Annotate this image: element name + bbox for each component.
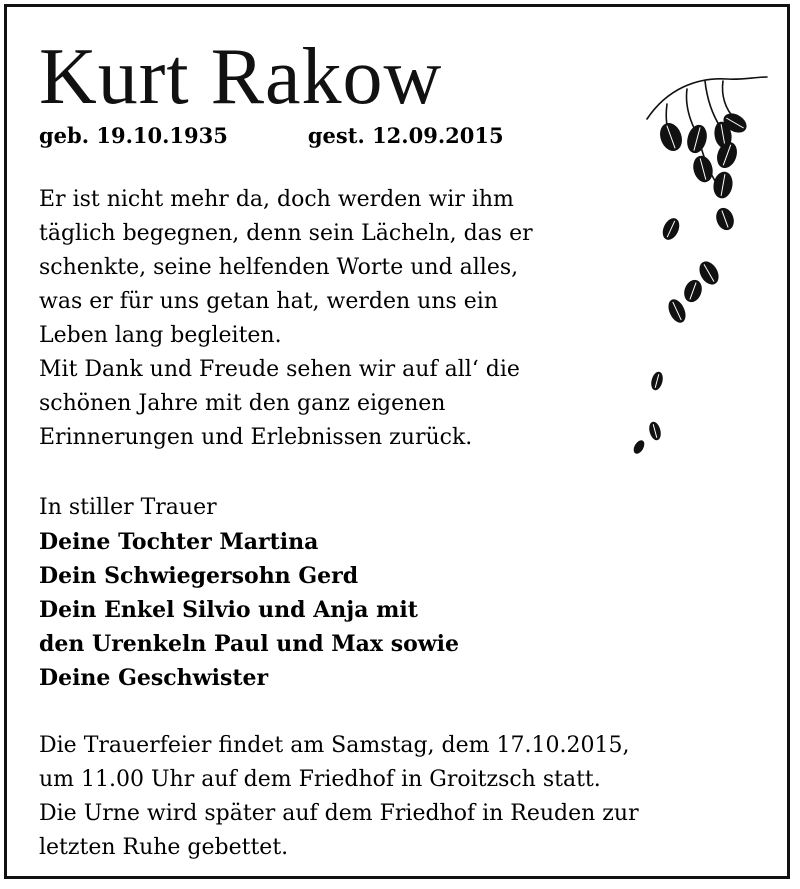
poem-line: täglich begegnen, denn sein Lächeln, das er [39,221,533,246]
service-details [39,729,639,865]
service-line: letzten Ruhe gebettet. [39,835,289,860]
mourning-intro: In stiller Trauer [39,495,217,520]
mourner-line: Deine Geschwister [39,665,269,691]
deceased-name: Kurt Rakow [39,33,443,121]
obituary-notice [4,4,790,879]
poem-line: Er ist nicht mehr da, doch werden wir ihm [39,187,514,212]
poem-line: schönen Jahre mit den ganz eigenen [39,391,446,416]
mourner-line: Dein Enkel Silvio und Anja mit [39,597,418,623]
life-dates [39,121,504,151]
mourner-line: Deine Tochter Martina [39,529,319,555]
death-date: gest. 12.09.2015 [307,123,504,148]
service-line: Die Urne wird später auf dem Friedhof in Reuden zur [39,801,639,826]
mourner-line: Dein Schwiegersohn Gerd [39,563,359,589]
poem-line: schenkte, seine helfenden Worte und alles, [39,255,519,280]
poem-line: Erinnerungen und Erlebnissen zurück. [39,425,473,450]
birth-date: geb. 19.10.1935 [39,123,228,148]
service-line: Die Trauerfeier findet am Samstag, dem 17.10.2015, [39,733,630,758]
mourner-line: den Urenkeln Paul und Max sowie [39,631,460,657]
poem-line: Leben lang begleiten. [39,323,282,348]
poem-line: was er für uns getan hat, werden uns ein [39,289,499,314]
poem-text [39,183,659,455]
mourners-list [39,491,459,695]
service-line: um 11.00 Uhr auf dem Friedhof in Groitzsch statt. [39,767,601,792]
poem-line: Mit Dank und Freude sehen wir auf all‘ die [39,357,520,382]
